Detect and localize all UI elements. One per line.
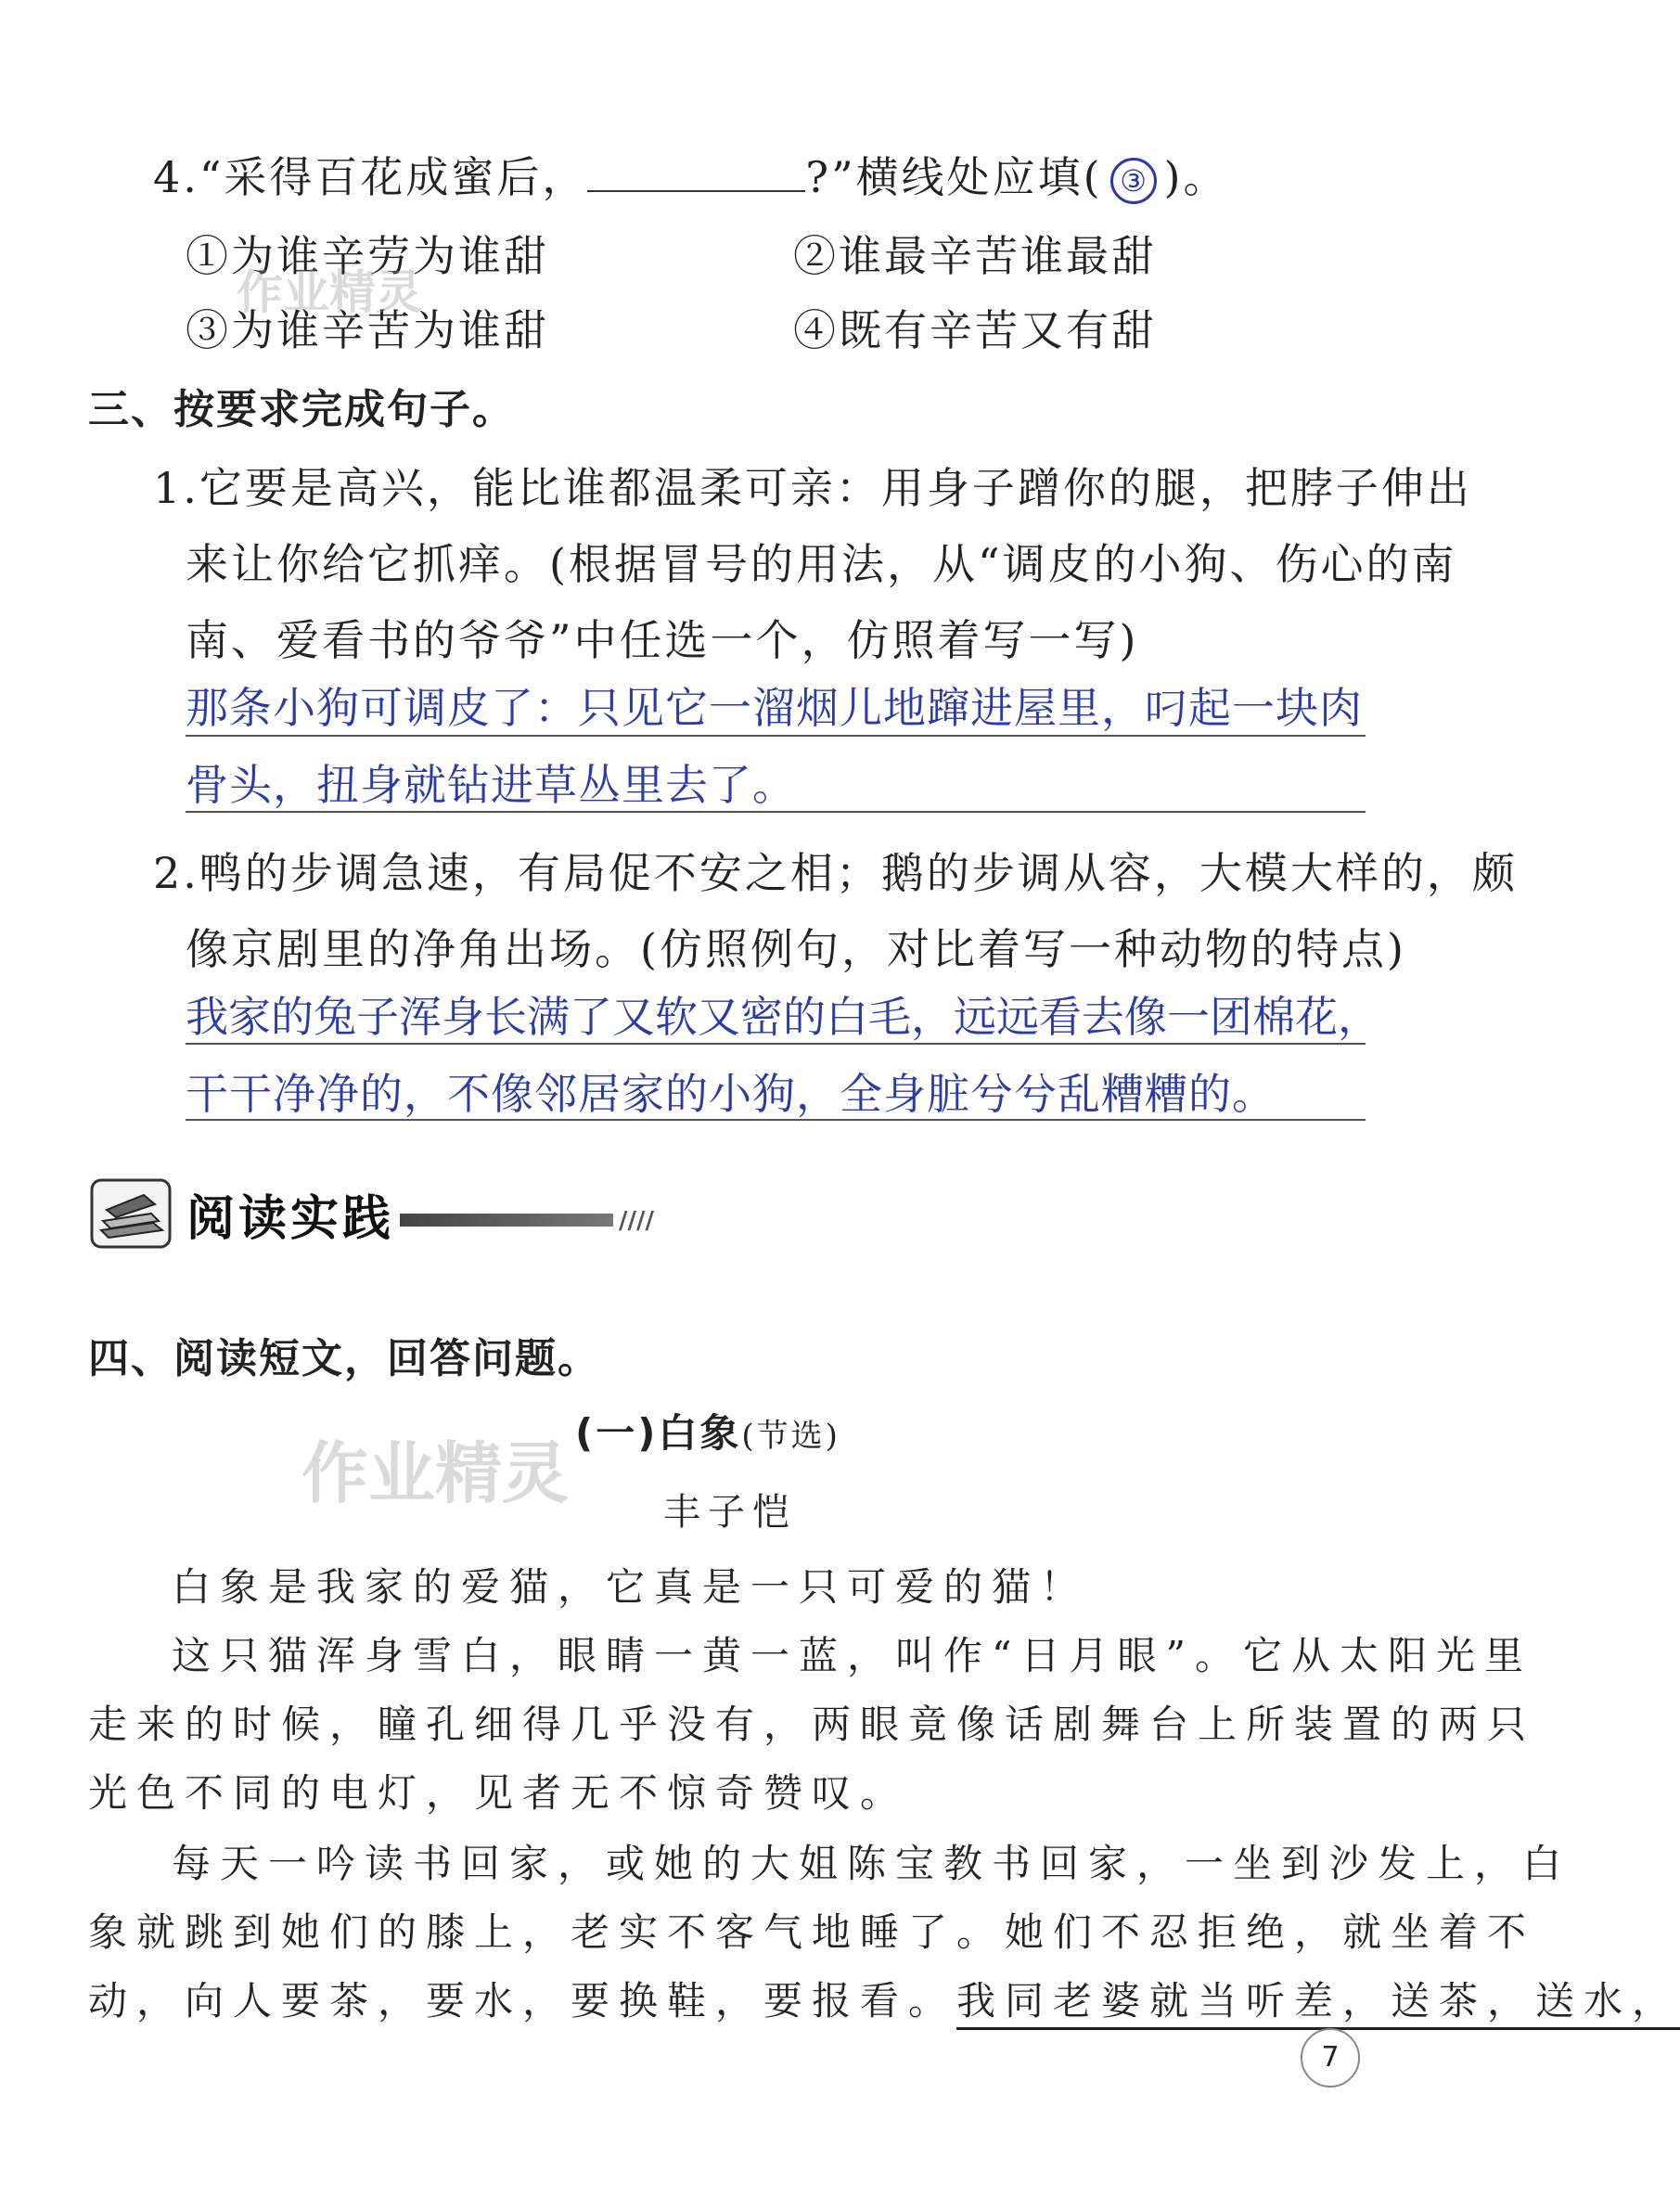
paragraph-line: 白象是我家的爱猫，它真是一只可爱的猫！ <box>172 1564 1089 1610</box>
paragraph-line: 走来的时候，瞳孔细得几乎没有，两眼竟像话剧舞台上所装置的两只 <box>88 1702 1536 1747</box>
q4-option-2: ②谁最辛苦谁最甜 <box>793 231 1157 281</box>
paragraph-line: 光色不同的电灯，见者无不惊奇赞叹。 <box>88 1770 909 1816</box>
q4-answer: ③ <box>1110 158 1157 204</box>
q4-blank <box>587 153 805 192</box>
section4-title: 四、阅读短文，回答问题。 <box>88 1335 600 1382</box>
paragraph-line: 这只猫浑身雪白，眼睛一黄一蓝，叫作“日月眼”。它从太阳光里 <box>172 1633 1533 1678</box>
answer-rule <box>186 735 1366 737</box>
s3-q1-line-2: 来让你给它抓痒。(根据冒号的用法，从“调皮的小狗、伤心的南 <box>186 539 1457 589</box>
q4-stem: 4.“采得百花成蜜后， ?”横线处应填( ③ )。 <box>153 152 1229 202</box>
s3-q2-answer-1: 我家的兔子浑身长满了又软又密的白毛，远远看去像一团棉花， <box>186 992 1380 1042</box>
article-author: 丰子恺 <box>663 1491 797 1534</box>
answer-rule <box>186 1119 1366 1121</box>
s3-q1-line-1: 1.它要是高兴，能比谁都温柔可亲：用身子蹭你的腿，把脖子伸出 <box>153 463 1472 513</box>
paragraph-line: 象就跳到她们的膝上，老实不客气地睡了。她们不忍拒绝，就坐着不 <box>88 1909 1536 1955</box>
section3-title: 三、按要求完成句子。 <box>88 386 515 433</box>
s3-q1-line-3: 南、爱看书的爷爷”中任选一个，仿照着写一写) <box>186 615 1139 665</box>
s3-q1-answer-1: 那条小狗可调皮了：只见它一溜烟儿地蹿进屋里，叼起一块肉 <box>186 683 1363 733</box>
paragraph-line: 动，向人要茶，要水，要换鞋，要报看。我同老婆就当听差，送茶，送水， <box>88 1971 1680 2026</box>
badge-bar <box>400 1214 613 1227</box>
s3-q2-line-2: 像京剧里的净角出场。(仿照例句，对比着写一种动物的特点) <box>186 924 1406 974</box>
watermark: 作业精灵 <box>301 1434 570 1512</box>
watermark: 作业精灵 <box>237 265 422 319</box>
s3-q1-answer-2: 骨头，扭身就钻进草丛里去了。 <box>186 760 796 810</box>
q4-option-4: ④既有辛苦又有甜 <box>793 305 1157 355</box>
s3-q2-line-1: 2.鸭的步调急速，有局促不安之相；鹅的步调从容，大模大样的，颇 <box>153 848 1518 898</box>
badge-stripes: //// <box>619 1207 654 1235</box>
books-icon <box>88 1176 173 1251</box>
reading-practice-badge <box>88 1176 654 1251</box>
answer-rule <box>186 1043 1366 1045</box>
article-title: (一)白象(节选) <box>575 1410 840 1456</box>
q4-option-3: ③为谁辛苦为谁甜 <box>186 305 549 355</box>
page-number: 7 <box>1301 2028 1360 2088</box>
badge-label: 阅读实践 <box>186 1190 395 1247</box>
q4-option-1: ①为谁辛劳为谁甜 <box>186 231 549 281</box>
answer-rule <box>186 811 1366 813</box>
paragraph-line: 每天一吟读书回家，或她的大姐陈宝教书回家，一坐到沙发上，白 <box>172 1841 1571 1886</box>
underlined-sentence: 我同老婆就当听差，送茶，送水， <box>956 1978 1680 2030</box>
s3-q2-answer-2: 干干净净的，不像邻居家的小狗，全身脏兮兮乱糟糟的。 <box>186 1069 1276 1119</box>
